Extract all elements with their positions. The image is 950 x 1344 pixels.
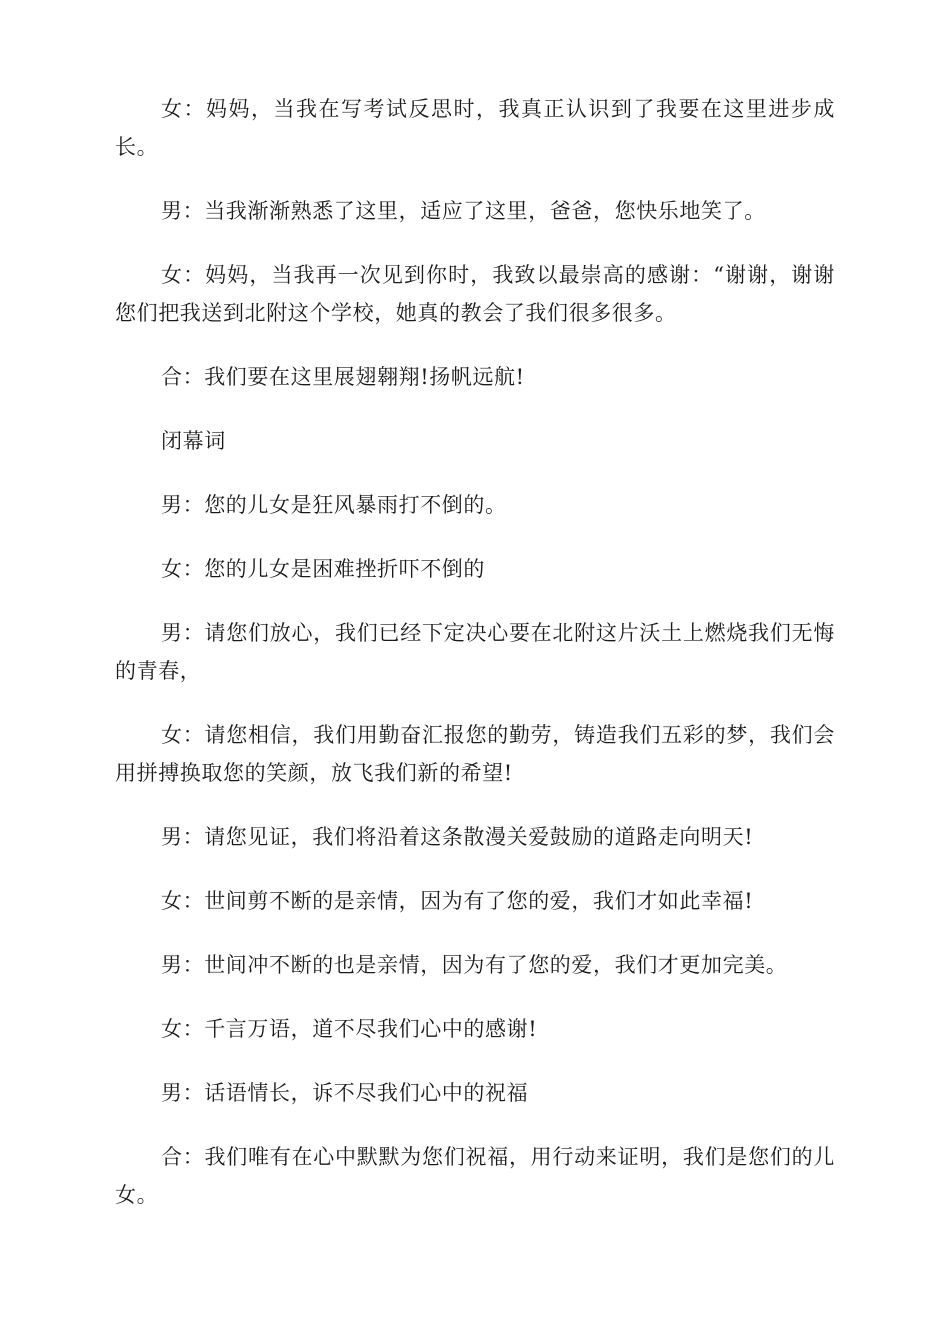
paragraph: 女：妈妈，当我在写考试反思时，我真正认识到了我要在这里进步成长。 (115, 97, 835, 159)
section-heading: 闭幕词 (161, 429, 226, 453)
paragraph: 男：请您们放心，我们已经下定决心要在北附这片沃土上燃烧我们无悔的青春， (115, 621, 835, 683)
paragraph: 女：千言万语，道不尽我们心中的感谢! (161, 1017, 538, 1041)
paragraph: 女：请您相信，我们用勤奋汇报您的勤劳，铸造我们五彩的梦，我们会用拼搏换取您的笑颜，放飞我们新的希望! (115, 723, 835, 785)
document-body (115, 90, 835, 1240)
paragraph: 女：世间剪不断的是亲情，因为有了您的爱，我们才如此幸福! (161, 889, 754, 913)
paragraph: 男：话语情长，诉不尽我们心中的祝福 (161, 1081, 529, 1105)
paragraph: 男：当我渐渐熟悉了这里，适应了这里，爸爸，您快乐地笑了。 (161, 199, 766, 223)
paragraph: 男：您的儿女是狂风暴雨打不倒的。 (161, 493, 507, 517)
paragraph: 合：我们要在这里展翅翱翔!扬帆远航! (161, 365, 525, 389)
paragraph: 男：请您见证，我们将沿着这条散漫关爱鼓励的道路走向明天! (161, 825, 754, 849)
paragraph: 女：您的儿女是困难挫折吓不倒的 (161, 557, 485, 581)
paragraph: 男：世间冲不断的也是亲情，因为有了您的爱，我们才更加完美。 (161, 953, 788, 977)
paragraph: 合：我们唯有在心中默默为您们祝福，用行动来证明，我们是您们的儿女。 (115, 1145, 835, 1207)
paragraph: 女：妈妈，当我再一次见到你时，我致以最崇高的感谢：“谢谢，谢谢您们把我送到北附这个学校，她真的教会了我们很多很多。 (115, 263, 835, 325)
